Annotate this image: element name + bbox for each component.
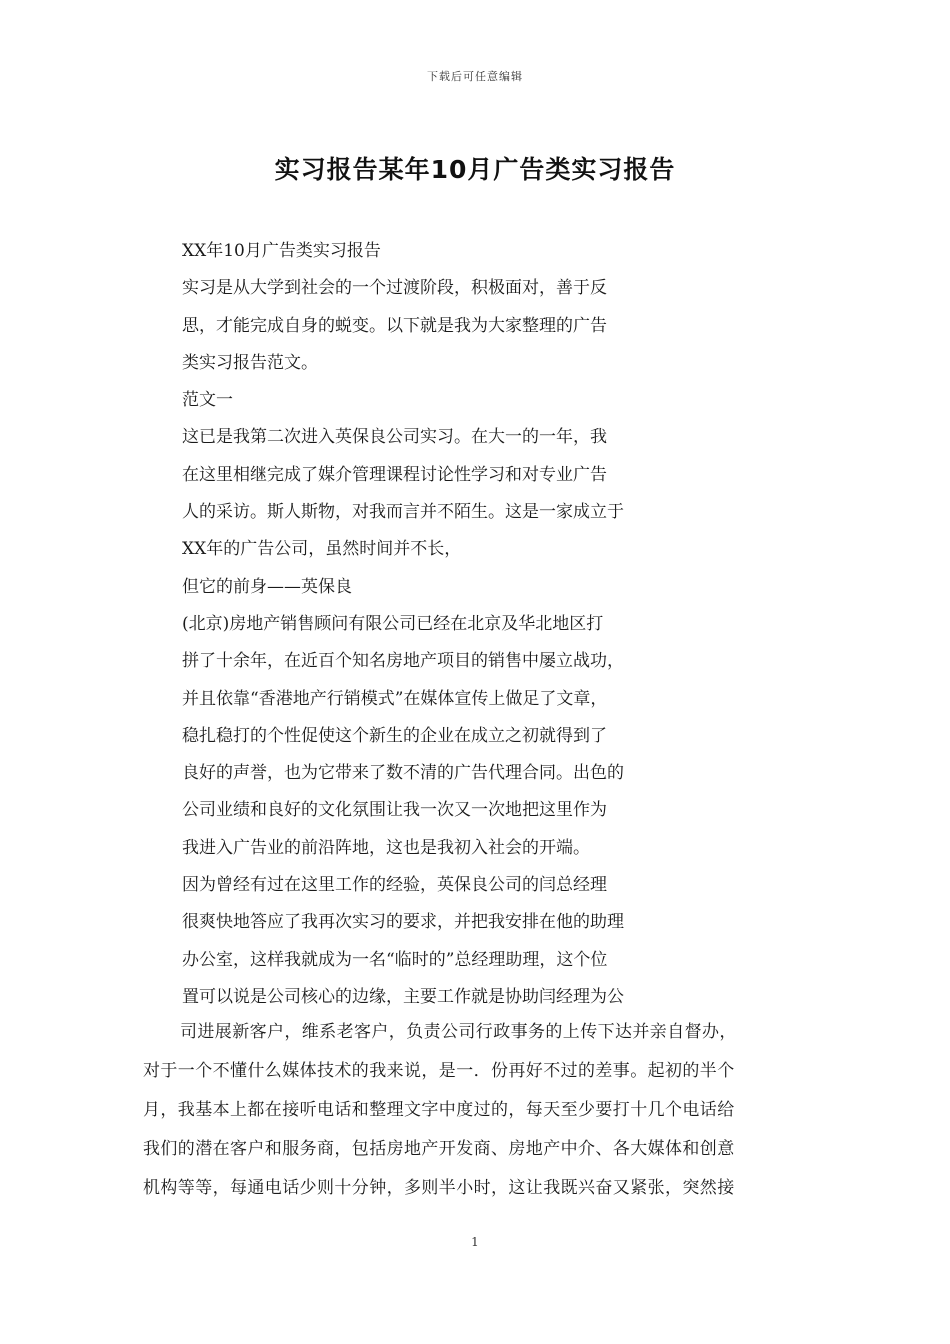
body-line: 公司业绩和良好的文化氛围让我一次又一次地把这里作为 [182, 800, 607, 821]
page-number: 1 [471, 1235, 479, 1249]
body-line: 拼了十余年，在近百个知名房地产项目的销售中屡立战功， [182, 651, 624, 672]
body-line: 司进展新客户，维系老客户，负责公司行政事务的上传下达并亲自督办， [180, 1022, 737, 1042]
body-line: 因为曾经有过在这里工作的经验，英保良公司的闫总经理 [182, 875, 607, 896]
body-line: XX年的广告公司，虽然时间并不长， [182, 539, 462, 560]
body-line: 但它的前身——英保良 [182, 576, 352, 597]
document-title: 实习报告某年10月广告类实习报告 [274, 155, 676, 184]
body-line: 人的采访。斯人斯物，对我而言并不陌生。这是一家成立于 [182, 502, 624, 523]
body-line: 实习是从大学到社会的一个过渡阶段，积极面对，善于反 [182, 278, 607, 299]
body-line: 类实习报告范文。 [182, 352, 318, 373]
body-line: 这已是我第二次进入英保良公司实习。在大一的一年，我 [182, 427, 607, 448]
body-line: 范文一 [182, 390, 233, 411]
body-line: 我们的潜在客户和服务商，包括房地产开发商、房地产中介、各大媒体和创意 [143, 1139, 735, 1159]
body-line: 置可以说是公司核心的边缘，主要工作就是协助闫经理为公 [182, 986, 624, 1007]
body-line: 办公室，这样我就成为一名“临时的”总经理助理，这个位 [182, 949, 608, 970]
body-line: 月，我基本上都在接听电话和整理文字中度过的，每天至少要打十几个电话给 [143, 1100, 735, 1120]
header-note: 下载后可任意编辑 [427, 70, 523, 83]
narrow-column-body [182, 233, 692, 1016]
body-line: 并且依靠“香港地产行销模式”在媒体宣传上做足了文章， [182, 688, 608, 709]
body-line: 我进入广告业的前沿阵地，这也是我初入社会的开端。 [182, 837, 590, 858]
body-line: 机构等等，每通电话少则十分钟，多则半小时，这让我既兴奋又紧张，突然接 [143, 1178, 735, 1198]
body-line: 在这里相继完成了媒介管理课程讨论性学习和对专业广告 [182, 464, 607, 485]
body-line: 对于一个不懂什么媒体技术的我来说，是一．份再好不过的差事。起初的半个 [143, 1061, 735, 1081]
body-line: XX年10月广告类实习报告 [182, 241, 381, 261]
body-line: (北京)房地产销售顾问有限公司已经在北京及华北地区打 [182, 613, 604, 634]
body-line: 思，才能完成自身的蜕变。以下就是我为大家整理的广告 [182, 315, 607, 336]
body-line: 很爽快地答应了我再次实习的要求，并把我安排在他的助理 [182, 912, 624, 933]
body-line: 稳扎稳打的个性促使这个新生的企业在成立之初就得到了 [182, 725, 607, 746]
body-line: 良好的声誉，也为它带来了数不清的广告代理合同。出色的 [182, 763, 624, 784]
wide-column-body [143, 1013, 813, 1208]
